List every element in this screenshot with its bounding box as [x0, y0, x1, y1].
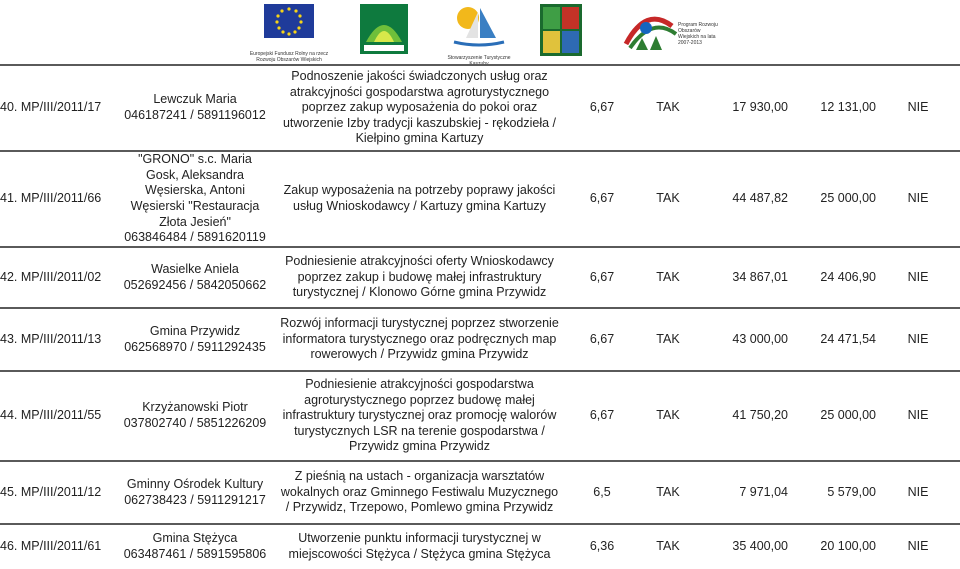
points: 6,5: [566, 461, 638, 524]
grant-amount: 24 471,54: [788, 308, 876, 371]
header-logos: [0, 0, 960, 67]
leader-logo: [360, 4, 408, 59]
project-title-line: Z pieśnią na ustach - organizacja warsztatów: [294, 469, 545, 484]
beneficiary-line: 046187241 / 5891196012: [124, 108, 266, 122]
beneficiary-line: Węsierska, Antoni: [144, 183, 246, 198]
grant-amount: 25 000,00: [788, 151, 876, 247]
project-title-line: miejscowości Stężyca / Stężyca gmina Stężyca: [288, 547, 551, 561]
turystyczne-kaszuby-logo: [446, 4, 512, 67]
criteria: NIE: [876, 151, 960, 247]
application-number: 41. MP/III/2011/66: [0, 151, 117, 247]
application-number: 46. MP/III/2011/61: [0, 524, 117, 569]
grant-amount: 25 000,00: [788, 371, 876, 461]
project-title-line: atrakcyjności gospodarstwa agroturystycznego: [289, 84, 550, 99]
beneficiary-line: Gminny Ośrodek Kultury: [126, 476, 264, 491]
points: 6,67: [566, 151, 638, 247]
application-number: 40. MP/III/2011/17: [0, 65, 117, 151]
criteria: NIE: [876, 461, 960, 524]
beneficiary-line: 063487461 / 5891595806: [123, 547, 267, 561]
application-number: 43. MP/III/2011/13: [0, 308, 117, 371]
points: 6,67: [566, 247, 638, 308]
decision: TAK: [638, 371, 698, 461]
beneficiary-line: Lewczuk Maria: [153, 92, 237, 107]
table-row: [0, 247, 960, 308]
beneficiary-line: 063846484 / 5891620119: [124, 230, 266, 245]
prow-caption: Program Rozwoju Obszarów Wiejskich na lata 2007-2013: [678, 22, 718, 46]
project-title-line: wokalnych oraz Gminnego Festiwalu Muzycznego: [280, 484, 559, 499]
table-row: [0, 308, 960, 371]
project-title-line: Kiełpino gmina Kartuzy: [355, 131, 484, 146]
beneficiary-line: 052692456 / 5842050662: [123, 277, 267, 292]
eu-flag-icon: [243, 4, 335, 46]
decision: TAK: [638, 461, 698, 524]
project-title: [273, 371, 566, 461]
beneficiary: [117, 247, 273, 308]
decision: TAK: [638, 65, 698, 151]
beneficiary: [117, 151, 273, 247]
grant-amount: 20 100,00: [788, 524, 876, 569]
project-title-line: poprzez zakup wyposażenia do pokoi oraz: [301, 100, 538, 115]
grant-amount: 24 406,90: [788, 247, 876, 308]
project-title-line: agroturystycznego poprzez budowę małej: [304, 392, 535, 407]
decision: TAK: [638, 308, 698, 371]
project-title-line: Podnoszenie jakości świadczonych usług oraz: [291, 69, 548, 84]
table-row: [0, 371, 960, 461]
beneficiary: [117, 461, 273, 524]
application-number: 45. MP/III/2011/12: [0, 461, 117, 524]
beneficiary-line: Gosk, Aleksandra: [146, 167, 244, 182]
total-cost: 44 487,82: [698, 151, 788, 247]
project-title-line: turystycznych LSR na terenie gospodarstwa /: [294, 423, 545, 438]
total-cost: 7 971,04: [698, 461, 788, 524]
turystyczne-kaszuby-caption: Stowarzyszenie Turystyczne Kaszuby: [447, 55, 511, 67]
project-title-line: Utworzenie punktu informacji turystycznej w: [298, 531, 541, 546]
points: 6,67: [566, 371, 638, 461]
total-cost: 41 750,20: [698, 371, 788, 461]
eu-flag-logo: [243, 4, 335, 63]
beneficiary: [117, 308, 273, 371]
beneficiary-line: Gmina Przywidz: [149, 323, 241, 338]
project-title-line: Rozwój informacji turystycznej poprzez stworzenie: [280, 316, 559, 331]
application-number: 44. MP/III/2011/55: [0, 371, 117, 461]
decision: TAK: [638, 524, 698, 569]
project-title-line: Podniesienie atrakcyjności oferty Wnioskodawcy: [285, 254, 554, 269]
project-title-line: infrastruktury turystycznej oraz promocję walorów: [282, 408, 557, 423]
leader-icon: [360, 4, 408, 54]
beneficiary-line: Złota Jesień": [159, 214, 231, 229]
project-title: [273, 247, 566, 308]
sailboat-sun-icon: [446, 4, 512, 50]
project-title-line: turystycznej / Klonowo Górne gmina Przywidz: [292, 285, 547, 300]
beneficiary-line: Wasielke Aniela: [151, 261, 239, 276]
beneficiary-line: 062568970 / 5911292435: [124, 339, 266, 354]
project-title: [273, 65, 566, 151]
project-title-line: utworzenie Izby tradycji kaszubskiej - rękodzieła /: [282, 115, 557, 130]
project-title-line: Przywidz gmina Przywidz: [348, 439, 490, 454]
project-title-line: usług Wnioskodawcy / Kartuzy gmina Kartuzy: [293, 199, 546, 213]
criteria: NIE: [876, 371, 960, 461]
table-row: [0, 461, 960, 524]
table-row: [0, 151, 960, 247]
criteria: NIE: [876, 308, 960, 371]
project-title: [273, 151, 566, 247]
project-title-line: Zakup wyposażenia na potrzeby poprawy jakości: [283, 183, 556, 198]
applications-table: [0, 64, 960, 569]
project-title-line: / Przywidz, Trzepowo, Pomlewo gmina Przywidz: [285, 500, 554, 515]
beneficiary-line: Węsierski "Restauracja: [130, 199, 260, 213]
total-cost: 35 400,00: [698, 524, 788, 569]
decision: TAK: [638, 151, 698, 247]
application-number: 42. MP/III/2011/02: [0, 247, 117, 308]
decision: TAK: [638, 247, 698, 308]
points: 6,36: [566, 524, 638, 569]
grant-amount: 5 579,00: [788, 461, 876, 524]
project-title: [273, 461, 566, 524]
total-cost: 43 000,00: [698, 308, 788, 371]
criteria: NIE: [876, 65, 960, 151]
beneficiary-line: 062738423 / 5911291217: [124, 492, 266, 507]
project-title: [273, 308, 566, 371]
map-emblem-logo: [540, 4, 582, 61]
prow-logo: [616, 4, 716, 61]
total-cost: 17 930,00: [698, 65, 788, 151]
points: 6,67: [566, 308, 638, 371]
project-title: [273, 524, 566, 569]
project-title-line: rowerowych / Przywidz gmina Przywidz: [310, 347, 529, 362]
map-emblem-icon: [540, 4, 582, 56]
table-row: [0, 524, 960, 569]
beneficiary: [117, 524, 273, 569]
project-title-line: Podniesienie atrakcyjności gospodarstwa: [305, 377, 534, 392]
criteria: NIE: [876, 247, 960, 308]
criteria: NIE: [876, 524, 960, 569]
project-title-line: informatora turystycznego oraz podręcznych map: [282, 331, 557, 346]
table-row: [0, 65, 960, 151]
beneficiary-line: "GRONO" s.c. Maria: [138, 152, 252, 167]
beneficiary-line: Krzyżanowski Piotr: [142, 400, 248, 415]
beneficiary-line: 037802740 / 5851226209: [123, 416, 267, 430]
beneficiary: [117, 371, 273, 461]
grant-amount: 12 131,00: [788, 65, 876, 151]
eu-flag-caption: Europejski Fundusz Rolny na rzecz Rozwoju Obszarów Wiejskich: [249, 51, 329, 63]
points: 6,67: [566, 65, 638, 151]
beneficiary-line: Gmina Stężyca: [152, 531, 238, 546]
total-cost: 34 867,01: [698, 247, 788, 308]
beneficiary: [117, 65, 273, 151]
project-title-line: poprzez zakup i budowę małej infrastruktury: [297, 269, 542, 284]
